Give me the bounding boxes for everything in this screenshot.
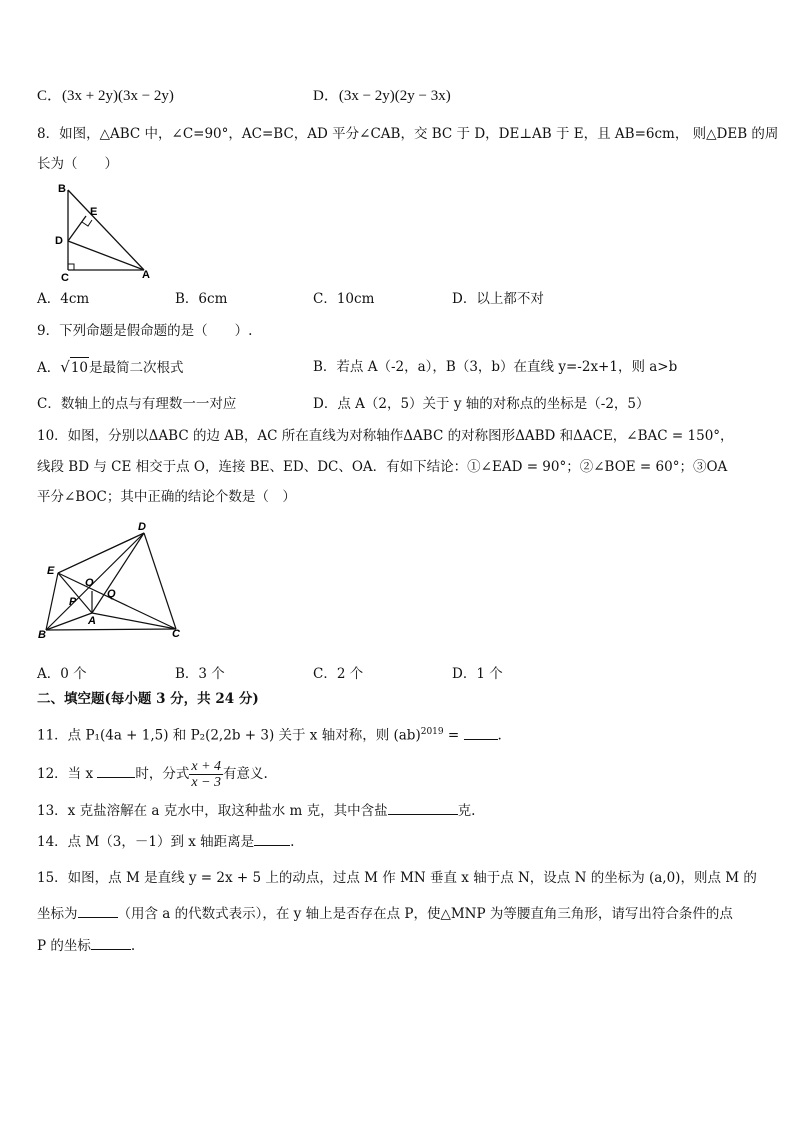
q8-label-b: B — [58, 183, 66, 195]
q15-line2-b: （用含 a 的代数式表示），在 y 轴上是否存在点 P，使△MNP 为等腰直角三角形，请写出符合条件的点 — [117, 906, 733, 922]
q12-text-b: 时，分式 — [135, 766, 190, 782]
q10-label-b: B — [38, 629, 46, 641]
q11 — [37, 722, 502, 746]
q10-geometry-figure — [36, 518, 196, 643]
q10-label-o: O — [85, 577, 94, 589]
q8-triangle-figure — [52, 180, 162, 286]
section-2-title: 二、填空题(每小题 3 分，共 24 分) — [37, 691, 259, 707]
q12 — [37, 757, 268, 791]
q10-label-e: E — [47, 565, 55, 577]
q11-text: 11．点 P₁(4a + 1,5) 和 P₂(2,2b + 3) 关于 x 轴对称，则 (ab) — [37, 727, 421, 744]
q10-label-d: D — [138, 521, 146, 533]
q12-text-a: 12．当 x — [37, 766, 98, 782]
q9-option-b: B．若点 A（-2，a），B（3，b）在直线 y=-2x+1，则 a>b — [313, 359, 678, 375]
q12-denominator: x − 3 — [191, 775, 222, 790]
q14 — [37, 831, 294, 852]
q8-option-b: B．6cm — [175, 291, 228, 307]
q10-stem-line1: 10．如图，分别以ΔABC 的边 AB，AC 所在直线为对称轴作ΔABC 的对称图形ΔABD 和ΔACE，∠BAC = 150°， — [37, 428, 734, 444]
q15-line3 — [37, 935, 135, 956]
q11-end: . — [497, 727, 502, 744]
q11-blank[interactable] — [464, 725, 498, 740]
q10-option-b: B．3 个 — [175, 666, 225, 682]
q8-option-a: A．4cm — [37, 291, 90, 307]
q7-option-d: D．(3x − 2y)(2y − 3x) — [313, 88, 451, 104]
q8-stem-line1: 8．如图，△ABC 中，∠C=90°，AC=BC，AD 平分∠CAB，交 BC 于 D，DE⊥AB 于 E，且 AB=6cm， 则△DEB 的周 — [37, 126, 779, 142]
q13-blank[interactable] — [388, 800, 458, 815]
q14-blank[interactable] — [254, 831, 290, 846]
q15-line3-a: P 的坐标 — [37, 938, 91, 954]
q13-text-a: 13．x 克盐溶解在 a 克水中，取这种盐水 m 克，其中含盐 — [37, 803, 388, 819]
q9-option-a-text: 是最简二次根式 — [89, 360, 184, 376]
q15-blank-1[interactable] — [78, 903, 118, 918]
q14-text-a: 14．点 M（3，－1）到 x 轴距离是 — [37, 834, 255, 850]
q15-line3-b: . — [130, 938, 136, 954]
q10-label-c: C — [172, 628, 180, 640]
q10-label-q: Q — [107, 588, 116, 600]
q10-stem-line3: 平分∠BOC；其中正确的结论个数是（ ） — [37, 489, 296, 505]
q10-label-p: P — [69, 596, 77, 608]
q12-blank[interactable] — [97, 763, 135, 778]
q12-fraction — [189, 759, 223, 790]
q8-option-c: C．10cm — [313, 291, 375, 307]
q14-text-b: . — [290, 834, 295, 850]
sqrt-sign-icon: √ — [60, 358, 70, 376]
q13-text-b: 克. — [457, 803, 476, 819]
q10-option-a: A．0 个 — [37, 666, 87, 682]
q8-label-c: C — [61, 272, 69, 284]
q9-stem: 9．下列命题是假命题的是（ ）. — [37, 323, 253, 339]
q7-option-c: C．(3x + 2y)(3x − 2y) — [37, 88, 174, 104]
q9-option-d: D．点 A（2，5）关于 y 轴的对称点的坐标是（-2，5） — [313, 396, 650, 412]
q8-option-d: D．以上都不对 — [452, 291, 544, 307]
q15-blank-2[interactable] — [91, 935, 131, 950]
q8-label-a: A — [142, 269, 150, 281]
q11-exponent: 2019 — [420, 727, 444, 737]
q15-line1: 15．如图，点 M 是直线 y = 2x + 5 上的动点，过点 M 作 MN 垂直 x 轴于点 N，设点 N 的坐标为 (a,0)，则点 M 的 — [37, 870, 757, 886]
q10-label-a: A — [88, 615, 96, 627]
q15-line2 — [37, 903, 733, 924]
q10-option-d: D．1 个 — [452, 666, 503, 682]
q10-stem-line2: 线段 BD 与 CE 相交于点 O，连接 BE、ED、DC、OA．有如下结论：①∠EAD = 90°；②∠BOE = 60°；③OA — [37, 459, 728, 475]
q9-radicand: 10 — [70, 357, 89, 378]
q11-equals: = — [443, 727, 464, 744]
q8-label-e: E — [90, 206, 98, 218]
q8-label-d: D — [55, 235, 63, 247]
q9-option-a — [37, 357, 184, 378]
q8-stem-line2: 长为（ ） — [37, 156, 118, 172]
q9-option-a-prefix: A． — [37, 360, 61, 376]
q15-line2-a: 坐标为 — [37, 906, 78, 922]
q12-numerator: x + 4 — [191, 759, 222, 774]
q9-option-c: C．数轴上的点与有理数一一对应 — [37, 396, 237, 412]
q10-option-c: C．2 个 — [313, 666, 364, 682]
q12-text-c: 有意义. — [223, 766, 268, 782]
q13 — [37, 800, 475, 821]
